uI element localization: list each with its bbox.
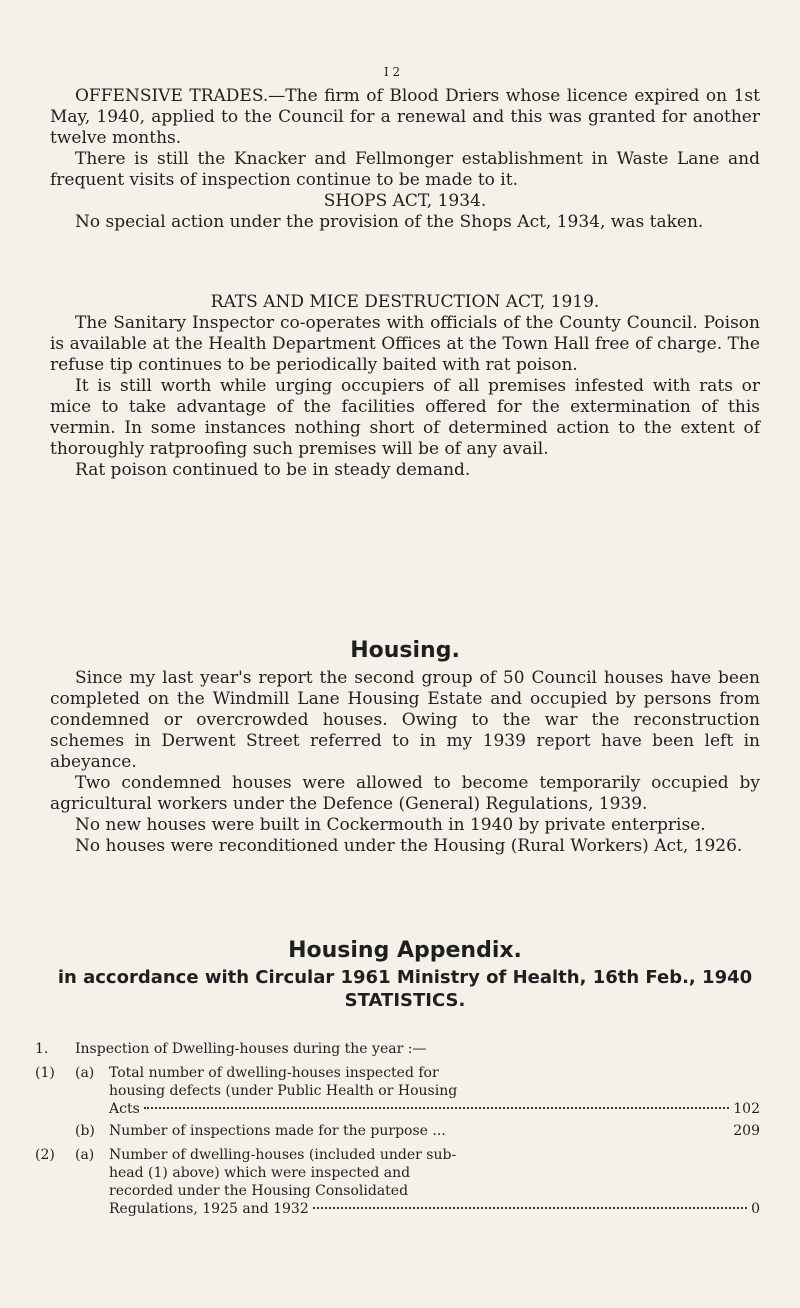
rats-mice-para-3: Rat poison continued to be in steady demand. bbox=[75, 460, 471, 480]
row-text-line: housing defects (under Public Health or Housing bbox=[109, 1083, 458, 1099]
row-value: 0 bbox=[751, 1201, 760, 1217]
row-leader-line bbox=[109, 1122, 760, 1140]
appendix-headings bbox=[50, 940, 760, 1011]
housing-para-1: Since my last year's report the second group of 50 Council houses have been completed on the Windmill Lane Housing Estate and occupied by persons from condemned or overcrowded houses. Owing to the war the reconstruction schemes in Derwent Street referred to in my 1939 report have been left in abeyance. bbox=[50, 668, 760, 772]
housing-para-3: No new houses were built in Cockermouth in 1940 by private enterprise. bbox=[75, 815, 706, 835]
row-text-line: Total number of dwelling-houses inspected for bbox=[109, 1065, 439, 1081]
rats-mice-section bbox=[50, 292, 760, 481]
stats-row-1b bbox=[35, 1122, 760, 1140]
rats-mice-para-1: The Sanitary Inspector co-operates with officials of the County Council. Poison is available at the Health Department Offices at the Town Hall free of charge. The refuse tip continues to be periodically baited with rat poison. bbox=[50, 313, 760, 375]
housing-para-2: Two condemned houses were allowed to become temporarily occupied by agricultural workers under the Defence (General) Regulations, 1939. bbox=[50, 773, 760, 814]
row-value: 102 bbox=[733, 1101, 760, 1117]
housing-body bbox=[50, 668, 760, 857]
dot-leader bbox=[313, 1207, 747, 1209]
statistics-heading: STATISTICS. bbox=[344, 990, 466, 1011]
row-value: 209 bbox=[733, 1123, 760, 1139]
row-text-line: head (1) above) which were inspected and bbox=[109, 1165, 411, 1181]
offensive-trades-section bbox=[50, 86, 760, 233]
item-text: Inspection of Dwelling-houses during the year :— bbox=[75, 1041, 427, 1057]
row-text-line: Regulations, 1925 and 1932 bbox=[109, 1201, 309, 1217]
housing-heading: Housing. bbox=[350, 638, 460, 663]
statistics-list bbox=[35, 1040, 760, 1218]
stats-row-2a bbox=[35, 1146, 760, 1218]
row-number: (2) bbox=[35, 1147, 55, 1163]
row-letter: (b) bbox=[75, 1123, 95, 1139]
row-letter: (a) bbox=[75, 1147, 95, 1163]
appendix-subheading: in accordance with Circular 1961 Ministry of Health, 16th Feb., 1940 bbox=[57, 967, 753, 988]
housing-para-4: No houses were reconditioned under the Housing (Rural Workers) Act, 1926. bbox=[75, 836, 743, 856]
stats-row-1a bbox=[35, 1064, 760, 1118]
stats-item-1 bbox=[35, 1040, 760, 1058]
rats-mice-para-2: It is still worth while urging occupiers of all premises infested with rats or mice to take advantage of the facilities offered for the extermination of this vermin. In some instances nothing short of determined action to the extent of thoroughly ratproofing such premises will be of any avail. bbox=[50, 376, 760, 459]
offensive-trades-para-2: There is still the Knacker and Fellmonger establishment in Waste Lane and frequent visits of inspection continue to be made to it. bbox=[50, 149, 760, 190]
row-text-line: Acts bbox=[109, 1101, 140, 1117]
shops-act-heading: SHOPS ACT, 1934. bbox=[323, 191, 487, 211]
shops-act-para: No special action under the provision of the Shops Act, 1934, was taken. bbox=[75, 212, 704, 232]
row-text-line: Number of inspections made for the purpose ... bbox=[109, 1123, 446, 1139]
row-leader-line bbox=[109, 1100, 760, 1118]
row-number: (1) bbox=[35, 1065, 55, 1081]
housing-section bbox=[50, 640, 760, 661]
rats-mice-heading: RATS AND MICE DESTRUCTION ACT, 1919. bbox=[210, 292, 600, 312]
dot-leader bbox=[144, 1107, 730, 1109]
item-number: 1. bbox=[35, 1041, 49, 1057]
row-leader-line bbox=[109, 1200, 760, 1218]
page-number: I 2 bbox=[384, 65, 401, 79]
appendix-heading: Housing Appendix. bbox=[288, 938, 522, 963]
row-text-line: Number of dwelling-houses (included under sub- bbox=[109, 1147, 457, 1163]
row-letter: (a) bbox=[75, 1065, 95, 1081]
offensive-trades-para-1: OFFENSIVE TRADES.—The firm of Blood Driers whose licence expired on 1st May, 1940, applied to the Council for a renewal and this was granted for another twelve months. bbox=[50, 86, 760, 148]
row-text-line: recorded under the Housing Consolidated bbox=[109, 1183, 409, 1199]
